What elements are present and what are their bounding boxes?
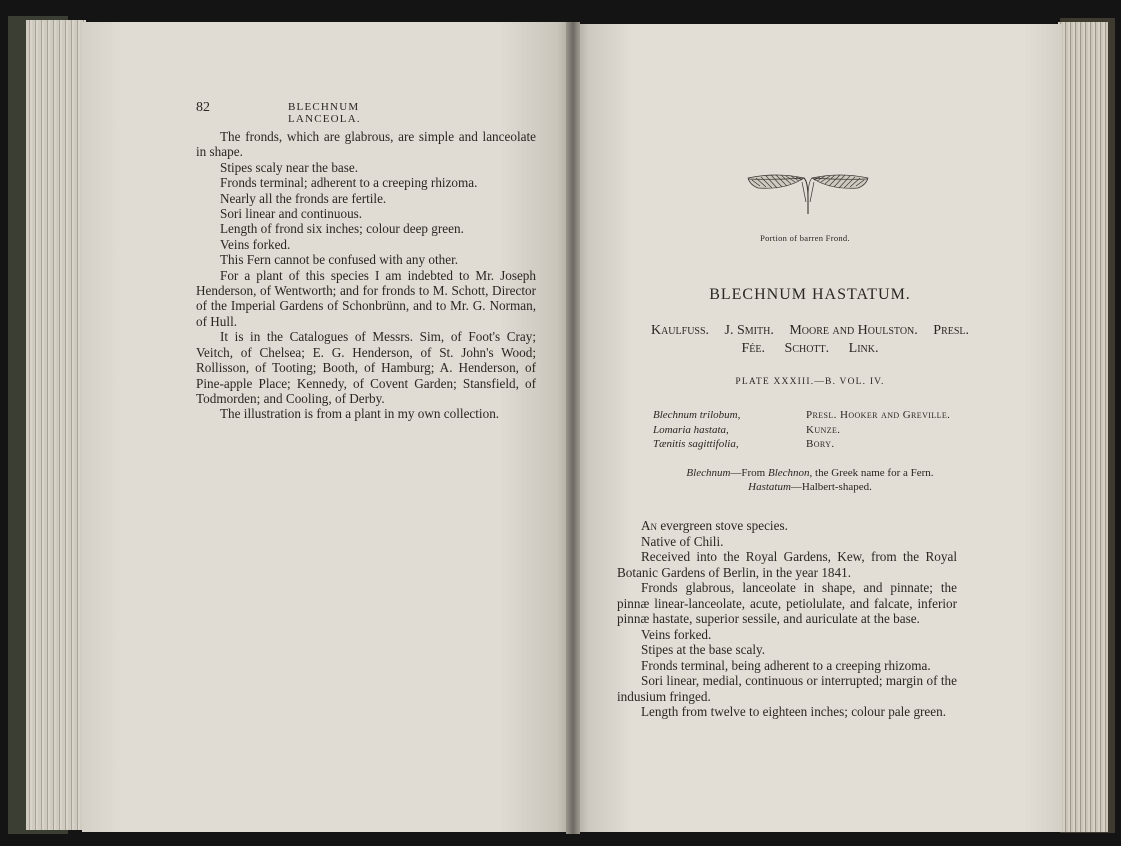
paragraph: Sori linear and continuous. [220,206,363,222]
authorities-line-2 [600,341,1020,357]
figure-caption: Portion of barren Frond. [760,233,850,243]
opening-word: An [641,518,658,533]
paragraph: Received into the Royal Gardens, Kew, from the Royal Botanic Gardens of Berlin, in the year 1841. [617,549,957,580]
frond-illustration [746,168,870,218]
etymology-term: Blechnum [686,467,731,479]
authority: Fée. [741,341,766,356]
synonym-authority: Bory. [806,438,835,450]
paragraph: This Fern cannot be confused with any other. [220,252,459,268]
etymology-line-1: Blechnum—From Blechnon, the Greek name for a Fern. [686,467,934,479]
left-body-text [196,129,536,422]
authority: Presl. [933,323,970,338]
page-edges-right [1058,22,1108,832]
plate-reference: PLATE XXXIII.—B. VOL. IV. [735,377,885,387]
authority: Schott. [784,341,830,356]
running-head-title: BLECHNUM LANCEOLA. [288,101,361,125]
species-heading: BLECHNUM HASTATUM. [709,286,911,303]
paragraph: Stipes scaly near the base. [220,159,359,175]
paragraph: The fronds, which are glabrous, are simple and lanceolate in shape. [196,129,536,160]
synonym-name: Tænitis sagittifolia, [653,438,739,450]
paragraph: Native of Chili. [641,533,724,549]
synonym-authorities [806,408,950,452]
paragraph: It is in the Catalogues of Messrs. Sim, of Foot's Cray; Veitch, of Chelsea; E. G. Henderson, of St. John's Wood; Rollisson, of Tooting; Booth, of Hamburg; A. Henderson, of Pine-apple Place; Kennedy, of Covent Garden; Stansfield, of Todmorden; and Cooling, of Derby. [196,329,536,406]
paragraph: Nearly all the fronds are fertile. [220,190,387,206]
synonym-name: Lomaria hastata, [653,423,729,436]
authority: Link. [848,341,879,356]
paragraph: Veins forked. [220,236,291,252]
synonym-authority: Presl. Hooker and Greville. [806,409,951,421]
paragraph: Sori linear, medial, continuous or interrupted; margin of the indusium fringed. [617,673,957,704]
right-body-text [617,518,957,720]
paragraph: Fronds terminal, being adherent to a creeping rhizoma. [641,657,931,673]
authority: Moore and Houlston. [789,323,918,338]
synonym-names [653,408,740,452]
paragraph: The illustration is from a plant in my own collection. [220,406,500,422]
etymology-term: Hastatum [748,481,791,493]
paragraph: An evergreen stove species. [641,518,788,533]
paragraph: Length of frond six inches; colour deep green. [220,221,464,237]
page-edges-left [26,20,86,830]
etymology-line-2: Hastatum—Halbert-shaped. [748,481,872,493]
paragraph: Length from twelve to eighteen inches; colour pale green. [641,704,947,719]
authorities-line-1 [600,323,1020,339]
paragraph: Stipes at the base scaly. [641,642,766,657]
paragraph: Fronds glabrous, lanceolate in shape, and pinnate; the pinnæ linear-lanceolate, acute, petiolulate, and falcate, inferior pinnæ hastate, superior sessile, and auriculate at the base. [617,580,957,626]
paragraph: Veins forked. [641,626,712,642]
page-number: 82 [196,100,210,115]
authority: J. Smith. [724,323,774,338]
paragraph: For a plant of this species I am indebted to Mr. Joseph Henderson, of Wentworth; and for fronds to M. Schott, Director of the Imperial Gardens of Schonbrünn, and to Mr. G. Norman, of Hull. [196,267,536,329]
authority: Kaulfuss. [650,323,710,338]
synonym-authority: Kunze. [806,423,841,436]
paragraph: Fronds terminal; adherent to a creeping rhizoma. [220,175,478,191]
book-gutter [566,22,580,834]
synonym-name: Blechnum trilobum, [653,409,741,421]
